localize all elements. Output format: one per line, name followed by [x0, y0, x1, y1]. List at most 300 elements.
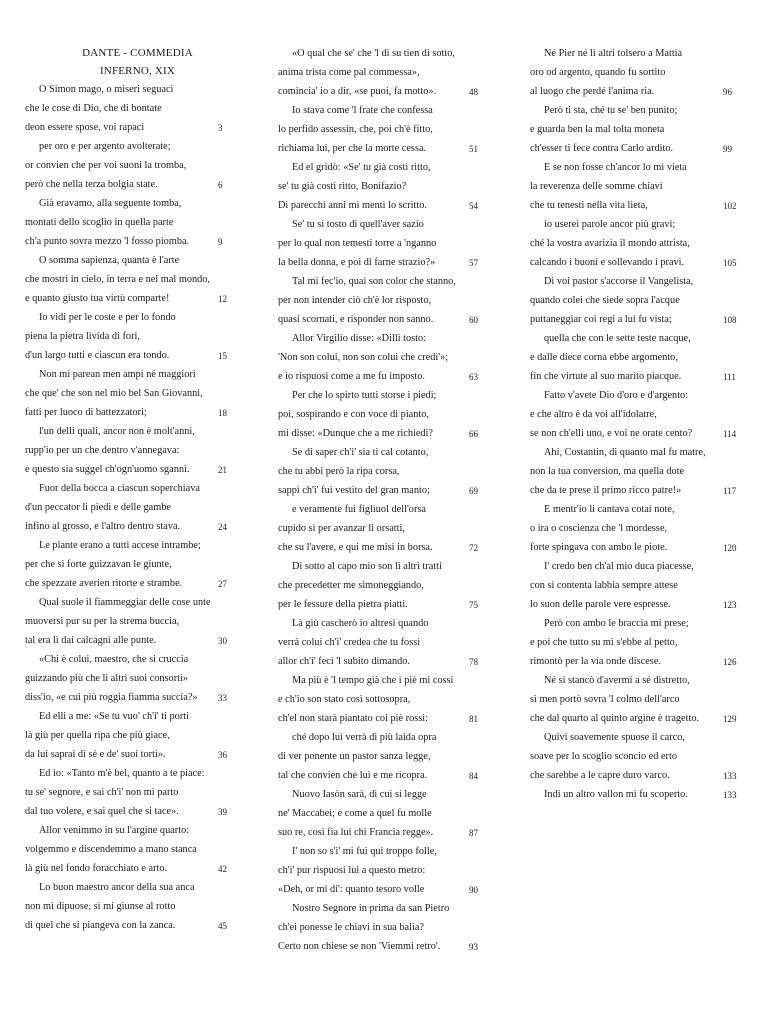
verse-line	[25, 232, 250, 251]
verse-line	[25, 156, 250, 175]
column-2	[278, 44, 478, 956]
verse-line	[25, 80, 250, 99]
verse-text: E mentr'io li cantava cotai note,	[544, 504, 675, 515]
verse-text: infino al grosso, e l'altro dentro stava.	[25, 521, 181, 532]
line-number: 75	[469, 600, 478, 610]
verse-text: che da te prese il primo ricco patre!»	[530, 485, 682, 496]
verse-line	[530, 709, 737, 728]
line-number: 42	[218, 864, 227, 874]
verse-line	[25, 555, 250, 574]
verse-line	[278, 804, 456, 823]
line-number: 120	[723, 543, 737, 553]
verse-text: là giù nel fondo foracchiato e arto.	[25, 863, 168, 874]
line-number: 48	[469, 87, 478, 97]
verse-text: ch'i' pur rispuosi lui a questo metro:	[278, 865, 426, 876]
verse-text: Ma più è 'l tempo già che i piè mi cossi	[292, 675, 454, 686]
verse-text: se' tu già costì ritto, Bonifazio?	[278, 181, 407, 192]
verse-text: che tu tenesti nella vita lieta,	[530, 200, 648, 211]
line-number: 57	[469, 258, 478, 268]
verse-line	[278, 519, 456, 538]
verse-line	[530, 424, 737, 443]
verse-line	[25, 327, 250, 346]
heading-title: DANTE - COMMEDIA	[82, 47, 193, 59]
verse-line	[278, 348, 456, 367]
verse-line	[530, 576, 706, 595]
verse-text: Certo non chiese se non 'Viemmi retro'.	[278, 941, 441, 952]
line-number: 30	[218, 636, 227, 646]
verse-text: per che sì forte guizzavan le giunte,	[25, 559, 172, 570]
verse-text: non mi dipuose, sì mi giunse al rotto	[25, 901, 176, 912]
verse-text: Ed elli a me: «Se tu vuo' ch'i' ti porti	[39, 711, 189, 722]
verse-text: che precedetter me simoneggiando,	[278, 580, 424, 591]
line-number: 96	[723, 87, 732, 97]
verse-line	[530, 481, 737, 500]
line-number: 102	[723, 201, 737, 211]
verse-line	[25, 612, 250, 631]
verse-line	[278, 500, 456, 519]
verse-text: Per che lo spirto tutti storse i piedi;	[292, 390, 437, 401]
verse-line	[530, 747, 706, 766]
verse-text: che dal quarto al quinto argine è tragetto.	[530, 713, 700, 724]
verse-line	[278, 272, 456, 291]
line-number: 117	[723, 486, 737, 496]
verse-text: Di parecchi anni mi mentì lo scritto.	[278, 200, 427, 211]
verse-text: poi, sospirando e con voce di pianto,	[278, 409, 429, 420]
verse-text: per lo qual non temesti torre a 'nganno	[278, 238, 437, 249]
verse-text: O Simon mago, o miseri seguaci	[39, 84, 174, 95]
verse-text: Io vidi per le coste e per lo fondo	[39, 312, 176, 323]
verse-line	[278, 405, 456, 424]
verse-text: comincia' io a dir, «se puoi, fa motto».	[278, 86, 437, 97]
line-number: 21	[218, 465, 227, 475]
verse-line	[530, 652, 737, 671]
verse-line	[25, 441, 250, 460]
verse-line	[278, 158, 456, 177]
verse-line	[25, 384, 250, 403]
verse-line	[278, 234, 456, 253]
verse-line	[25, 764, 250, 783]
verse-text: rupp'io per un che dentro v'annegava:	[25, 445, 180, 456]
verse-text: Di voi pastor s'accorse il Vangelista,	[544, 276, 694, 287]
line-number: 105	[723, 258, 737, 268]
verse-text: che tu abbi però la ripa corsa,	[278, 466, 400, 477]
verse-text: e quanto giusto tua virtù comparte!	[25, 293, 170, 304]
verse-line	[278, 842, 456, 861]
verse-text: Non mi parean men ampi né maggiori	[39, 369, 196, 380]
verse-line	[278, 386, 456, 405]
verse-line	[278, 443, 456, 462]
verse-line	[530, 253, 737, 272]
verse-line	[278, 785, 456, 804]
verse-line	[278, 766, 478, 785]
verse-text: ché dopo lui verrà di più laida opra	[292, 732, 437, 743]
verse-text: l'un delli quali, ancor non è molt'anni,	[39, 426, 195, 437]
verse-line	[530, 690, 706, 709]
verse-line	[278, 215, 456, 234]
verse-line	[25, 137, 250, 156]
verse-text: che spezzate averien ritorte e strambe.	[25, 578, 183, 589]
verse-text: I' non so s'i' mi fui qui troppo folle,	[292, 846, 437, 857]
verse-text: Ed io: «Tanto m'è bel, quanto a te piace:	[39, 768, 205, 779]
line-number: 78	[469, 657, 478, 667]
verse-text: fin che virtute al suo marito piacque.	[530, 371, 682, 382]
verse-line	[530, 557, 706, 576]
verse-lines	[278, 44, 478, 956]
verse-text: Fuor della bocca a ciascun soperchiava	[39, 483, 200, 494]
verse-line	[25, 650, 250, 669]
line-number: 18	[218, 408, 227, 418]
verse-text: O somma sapienza, quanta è l'arte	[39, 255, 180, 266]
verse-text: Fatto v'avete Dio d'oro e d'argento:	[544, 390, 689, 401]
line-number: 60	[469, 315, 478, 325]
verse-text: Di sotto al capo mio son li altri tratti	[292, 561, 442, 572]
verse-text: quella che con le sette teste nacque,	[544, 333, 691, 344]
line-number: 93	[469, 942, 478, 952]
line-number: 15	[218, 351, 227, 361]
verse-text: Però ti sta, ché tu se' ben punito;	[544, 105, 678, 116]
verse-line	[278, 595, 478, 614]
verse-text: Nostro Segnore in prima da san Pietro	[292, 903, 450, 914]
line-number: 114	[723, 429, 737, 439]
verse-text: Qual suole il fiammeggiar delle cose unte	[39, 597, 211, 608]
verse-line	[530, 500, 706, 519]
verse-text: di ver ponente un pastor sanza legge,	[278, 751, 431, 762]
line-number: 133	[723, 771, 737, 781]
verse-line	[278, 557, 456, 576]
verse-text: che le cose di Dio, che di bontate	[25, 103, 162, 114]
line-number: 126	[723, 657, 737, 667]
line-number: 81	[469, 714, 478, 724]
verse-text: ché la vostra avarizia il mondo attrista,	[530, 238, 690, 249]
verse-line	[278, 918, 456, 937]
verse-text: Però con ambo le braccia mi prese;	[544, 618, 689, 629]
verse-line	[278, 82, 478, 101]
verse-text: ch'esser ti fece contra Carlo ardito.	[530, 143, 674, 154]
verse-text: «O qual che se' che 'l di su tien di sotto,	[292, 48, 455, 59]
verse-line	[278, 709, 478, 728]
verse-line	[530, 196, 737, 215]
verse-line	[278, 424, 478, 443]
verse-text: calcando i buoni e sollevando i pravi.	[530, 257, 685, 268]
verse-text: allor ch'i' feci 'l subito dimando.	[278, 656, 410, 667]
verse-text: Quivi soavemente spuose il carco,	[544, 732, 685, 743]
verse-text: al luogo che perdé l'anima ria.	[530, 86, 655, 97]
line-number: 9	[218, 237, 223, 247]
verse-line	[530, 614, 706, 633]
column-1	[25, 44, 250, 935]
verse-line	[25, 289, 250, 308]
verse-line	[530, 519, 706, 538]
verse-text: sì men portò sovra 'l colmo dell'arco	[530, 694, 680, 705]
verse-text: Allor Virgilio disse: «Dilli tosto:	[292, 333, 427, 344]
verse-text: soave per lo scoglio sconcio ed erto	[530, 751, 677, 762]
verse-text: Nuovo Iasòn sarà, di cui si legge	[292, 789, 427, 800]
verse-line	[25, 175, 250, 194]
verse-line	[530, 291, 706, 310]
verse-text: montati dello scoglio in quella parte	[25, 217, 174, 228]
verse-line	[25, 99, 250, 118]
verse-text: piena la pietra livida di fori,	[25, 331, 140, 342]
verse-line	[278, 462, 456, 481]
verse-line	[530, 272, 706, 291]
verse-text: Ahi, Costantin, di quanto mal fu matre,	[544, 447, 706, 458]
verse-text: che mostri in cielo, in terra e nel mal mondo,	[25, 274, 211, 285]
verse-text: Se di saper ch'i' sia ti cal cotanto,	[292, 447, 429, 458]
verse-line	[278, 196, 478, 215]
verse-line	[278, 633, 456, 652]
verse-text: e io rispuosi come a me fu imposto.	[278, 371, 425, 382]
verse-line	[25, 726, 250, 745]
line-number: 123	[723, 600, 737, 610]
verse-text: o ira o coscienza che 'l mordesse,	[530, 523, 668, 534]
verse-line	[530, 785, 737, 804]
verse-line	[25, 403, 250, 422]
verse-text: Allor venimmo in su l'argine quarto:	[39, 825, 190, 836]
verse-text: deon essere spose, voi rapaci	[25, 122, 145, 133]
verse-text: I' credo ben ch'al mio duca piacesse,	[544, 561, 694, 572]
verse-line	[25, 688, 250, 707]
verse-line	[25, 270, 250, 289]
line-number: 99	[723, 144, 732, 154]
verse-line	[530, 348, 706, 367]
verse-line	[25, 840, 250, 859]
verse-text: tal che convien che lui e me ricopra.	[278, 770, 428, 781]
verse-line	[25, 517, 250, 536]
heading-canto: INFERNO, XIX	[99, 65, 176, 77]
line-number: 63	[469, 372, 478, 382]
line-number: 27	[218, 579, 227, 589]
verse-line	[278, 861, 456, 880]
verse-line	[25, 346, 250, 365]
verse-text: suo re, così fia lui chi Francia regge».	[278, 827, 434, 838]
verse-text: Là giù cascherò io altresì quando	[292, 618, 429, 629]
line-number: 108	[723, 315, 737, 325]
verse-text: e questo sia suggel ch'ogn'uomo sganni.	[25, 464, 190, 475]
verse-line	[278, 652, 478, 671]
verse-line	[530, 82, 732, 101]
verse-line	[25, 669, 250, 688]
verse-text: se non ch'elli uno, e voi ne orate cento?	[530, 428, 693, 439]
verse-line	[25, 821, 250, 840]
verse-line	[530, 63, 706, 82]
verse-line	[25, 422, 250, 441]
verse-line	[278, 310, 478, 329]
verse-text: rimontò per la via onde discese.	[530, 656, 661, 667]
verse-line	[25, 194, 250, 213]
verse-text: e che altro è da voi all'idolatre,	[530, 409, 657, 420]
verse-text: non la tua conversion, ma quella dote	[530, 466, 685, 477]
verse-line	[278, 120, 456, 139]
verse-line	[25, 479, 250, 498]
verse-line	[25, 574, 250, 593]
verse-line	[25, 707, 250, 726]
verse-line	[278, 614, 456, 633]
verse-text: tu se' segnore, e sai ch'i' non mi parto	[25, 787, 179, 798]
verse-text: d'un peccator li piedi e delle gambe	[25, 502, 171, 513]
verse-line	[278, 481, 478, 500]
verse-line	[278, 899, 456, 918]
verse-text: per le fessure della pietra piatti.	[278, 599, 408, 610]
verse-text: quasi scornati, e risponder non sanno.	[278, 314, 434, 325]
verse-text: che sarebbe a le capre duro varco.	[530, 770, 670, 781]
verse-line	[278, 44, 456, 63]
verse-text: 'Non son colui, non son colui che credi'»;	[278, 352, 449, 363]
verse-text: or convien che per voi suoni la tromba,	[25, 160, 187, 171]
verse-text: io userei parole ancor più gravi;	[544, 219, 676, 230]
verse-line	[530, 120, 706, 139]
verse-line	[278, 671, 456, 690]
verse-line	[278, 538, 478, 557]
verse-text: ch'el non starà piantato coi piè rossi:	[278, 713, 428, 724]
verse-text: ch'ei ponesse le chiavi in sua balìa?	[278, 922, 424, 933]
line-number: 66	[469, 429, 478, 439]
verse-line	[278, 291, 456, 310]
verse-line	[530, 158, 706, 177]
verse-text: e veramente fui figliuol dell'orsa	[292, 504, 426, 515]
verse-line	[25, 745, 250, 764]
verse-line	[530, 671, 706, 690]
verse-line	[278, 937, 478, 956]
verse-line	[278, 63, 456, 82]
verse-line	[530, 44, 706, 63]
verse-line	[530, 443, 706, 462]
line-number: 129	[723, 714, 737, 724]
verse-text: però che nella terza bolgia state.	[25, 179, 158, 190]
verse-text: ch'a punto sovra mezzo 'l fosso piomba.	[25, 236, 190, 247]
verse-text: per oro e per argento avolterate;	[39, 141, 171, 152]
verse-text: ne' Maccabei; e come a quel fu molle	[278, 808, 432, 819]
verse-text: e dalle diece corna ebbe argomento,	[530, 352, 678, 363]
verse-line	[278, 823, 478, 842]
verse-text: quando colei che siede sopra l'acque	[530, 295, 680, 306]
verse-text: e ch'io son stato così sottosopra,	[278, 694, 411, 705]
line-number: 111	[723, 372, 736, 382]
line-number: 36	[218, 750, 227, 760]
verse-line	[530, 139, 732, 158]
verse-line	[25, 118, 250, 137]
verse-text: di quel che si piangeva con la zanca.	[25, 920, 176, 931]
verse-line	[530, 367, 736, 386]
verse-line	[278, 690, 456, 709]
verse-text: cupido sì per avanzar li orsatti,	[278, 523, 405, 534]
verse-line	[530, 177, 706, 196]
verse-text: forte spingava con ambo le piote.	[530, 542, 668, 553]
line-number: 39	[218, 807, 227, 817]
verse-line	[25, 460, 250, 479]
verse-text: per non intender ciò ch'è lor risposto,	[278, 295, 432, 306]
verse-text: fatti per luoco di battezzatori;	[25, 407, 147, 418]
verse-line	[530, 728, 706, 747]
verse-line	[278, 747, 456, 766]
verse-text: «Deh, or mi di': quanto tesoro volle	[278, 884, 425, 895]
line-number: 33	[218, 693, 227, 703]
verse-line	[278, 329, 456, 348]
verse-text: che su l'avere, e qui me misi in borsa.	[278, 542, 433, 553]
verse-text: con sì contenta labbia sempre attese	[530, 580, 678, 591]
verse-line	[530, 633, 706, 652]
line-number: 51	[469, 144, 478, 154]
line-number: 3	[218, 123, 223, 133]
verse-line	[25, 802, 250, 821]
line-number: 72	[469, 543, 478, 553]
verse-line	[278, 576, 456, 595]
verse-line	[25, 536, 250, 555]
verse-line	[530, 766, 737, 785]
line-number: 87	[469, 828, 478, 838]
verse-line	[530, 101, 706, 120]
verse-text: guizzando più che li altri suoi consorti»	[25, 673, 188, 684]
verse-text: Ed el gridò: «Se' tu già costì ritto,	[292, 162, 431, 173]
verse-text: Né Pier né li altri tolsero a Mattia	[544, 48, 683, 59]
verse-text: la bella donna, e poi di farne strazio?»	[278, 257, 436, 268]
verse-text: Già eravamo, alla seguente tomba,	[39, 198, 182, 209]
verse-text: sappi ch'i' fui vestito del gran manto;	[278, 485, 430, 496]
verse-lines	[530, 44, 737, 804]
verse-text: là giù per quella ripa che più giace,	[25, 730, 170, 741]
verse-line	[530, 234, 706, 253]
verse-text: E se non fosse ch'ancor lo mi vieta	[544, 162, 687, 173]
verse-line	[25, 897, 250, 916]
verse-line	[530, 595, 737, 614]
line-number: 6	[218, 180, 223, 190]
line-number: 54	[469, 201, 478, 211]
verse-text: Né si stancò d'avermi a sé distretto,	[544, 675, 690, 686]
verse-line	[25, 916, 250, 935]
verse-line	[530, 386, 706, 405]
verse-line	[25, 631, 250, 650]
verse-text: lo suon delle parole vere espresse.	[530, 599, 671, 610]
line-number: 84	[469, 771, 478, 781]
verse-text: verrà colui ch'i' credea che tu fossi	[278, 637, 421, 648]
verse-text: Le piante erano a tutti accese intrambe;	[39, 540, 201, 551]
column-3	[530, 44, 737, 804]
verse-line	[25, 859, 250, 878]
verse-text: dal tuo volere, e sai quel che si tace».	[25, 806, 179, 817]
verse-text: e guarda ben la mal tolta moneta	[530, 124, 665, 135]
verse-text: diss'io, «e cui più roggia fiamma succia?»	[25, 692, 198, 703]
verse-text: richiama lui, per che la morte cessa.	[278, 143, 427, 154]
verse-line	[25, 213, 250, 232]
verse-text: Tal mi fec'io, quai son color che stanno,	[292, 276, 456, 287]
verse-text: «Chi è colui, maestro, che si cruccia	[39, 654, 189, 665]
verse-line	[25, 365, 250, 384]
verse-text: puttaneggiar coi regi a lui fu vista;	[530, 314, 672, 325]
verse-line	[278, 177, 456, 196]
verse-line	[25, 593, 250, 612]
verse-line	[530, 215, 706, 234]
verse-text: d'un largo tutti e ciascun era tondo.	[25, 350, 170, 361]
verse-text: muoversi pur su per la strema buccia,	[25, 616, 180, 627]
line-number: 12	[218, 294, 227, 304]
verse-text: anima trista come pal commessa»,	[278, 67, 420, 78]
verse-text: Lo buon maestro ancor della sua anca	[39, 882, 195, 893]
verse-line	[530, 462, 706, 481]
verse-text: Indi un altro vallon mi fu scoperto.	[544, 789, 688, 800]
verse-text: e poi che tutto su mi s'ebbe al petto,	[530, 637, 678, 648]
verse-line	[278, 139, 478, 158]
verse-line	[278, 253, 478, 272]
verse-text: da lui saprai di sé e de' suoi torti».	[25, 749, 166, 760]
verse-line	[530, 329, 706, 348]
verse-text: volgemmo e discendemmo a mano stanca	[25, 844, 197, 855]
verse-text: tal era lì dai calcagni alle punte.	[25, 635, 157, 646]
line-number: 45	[218, 921, 227, 931]
verse-text: la reverenza delle somme chiavi	[530, 181, 663, 192]
verse-line	[278, 367, 478, 386]
verse-text: Se' tu sì tosto di quell'aver sazio	[292, 219, 424, 230]
verse-text: mi disse: «Dunque che a me richiedi?	[278, 428, 433, 439]
verse-text: Io stava come 'l frate che confessa	[292, 105, 433, 116]
